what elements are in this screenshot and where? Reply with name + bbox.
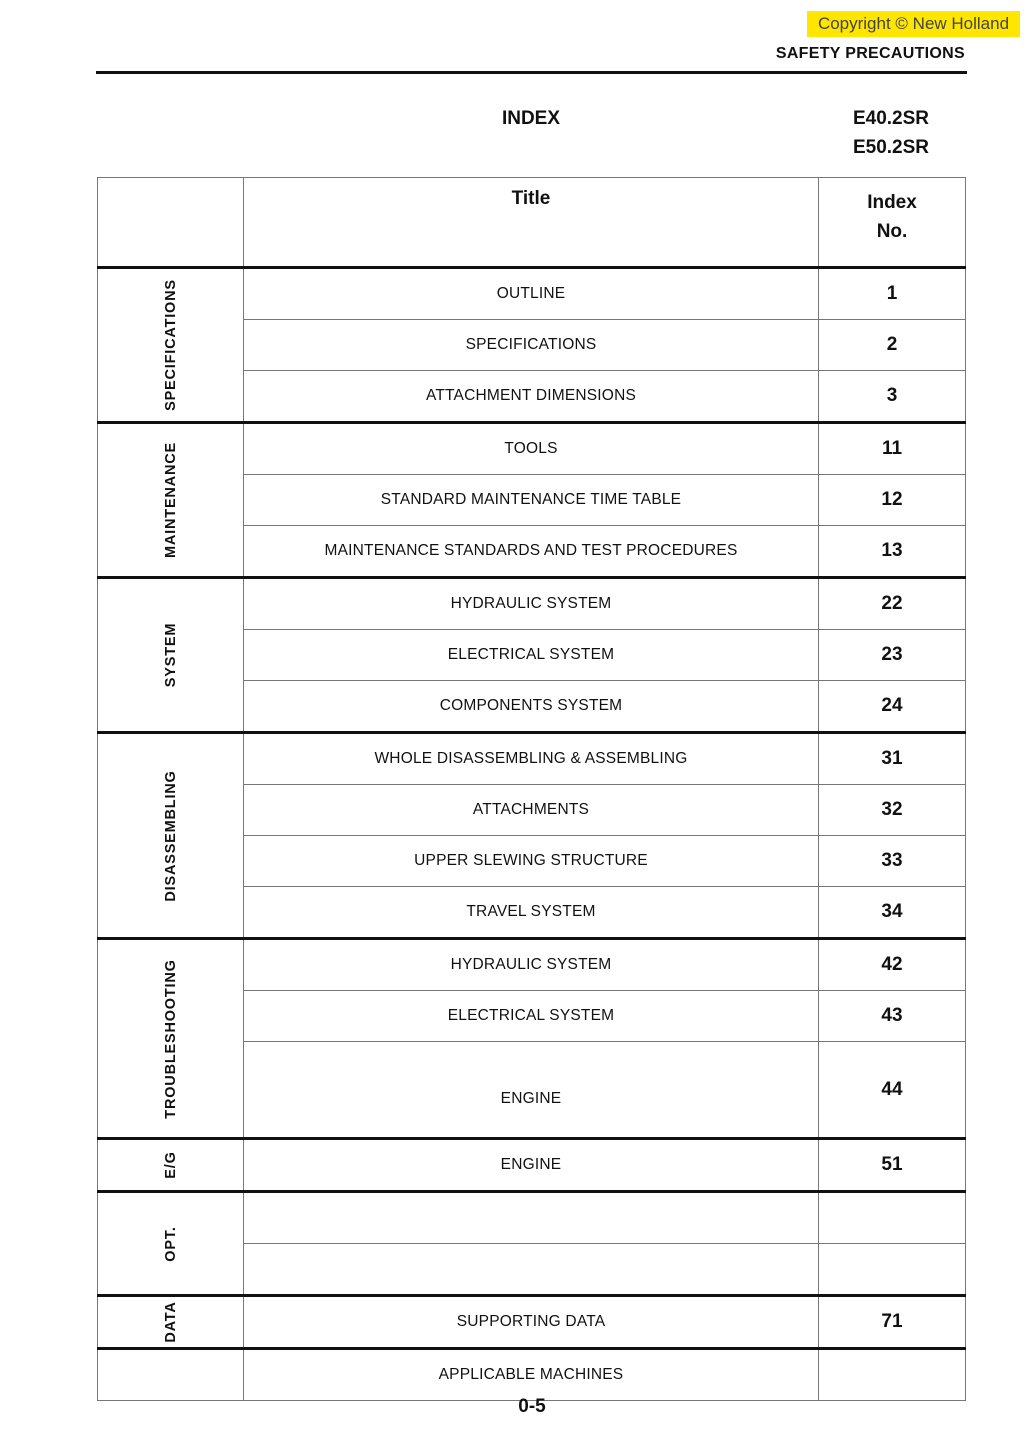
category-label: TROUBLESHOOTING [162, 958, 179, 1119]
category-cell [98, 1349, 244, 1401]
section-title-cell: SUPPORTING DATA [244, 1296, 819, 1349]
category-cell [98, 578, 244, 733]
index-number-cell: 33 [819, 836, 966, 887]
copyright-banner: Copyright © New Holland [807, 11, 1020, 37]
category-cell [98, 733, 244, 939]
index-number-cell: 71 [819, 1296, 966, 1349]
index-number-cell: 11 [819, 423, 966, 475]
section-title-cell: UPPER SLEWING STRUCTURE [244, 836, 819, 887]
section-title-cell: STANDARD MAINTENANCE TIME TABLE [244, 475, 819, 526]
index-number-cell: 32 [819, 785, 966, 836]
section-title-cell: WHOLE DISASSEMBLING & ASSEMBLING [244, 733, 819, 785]
category-cell [98, 1296, 244, 1349]
category-cell [98, 1192, 244, 1296]
section-title-cell: ELECTRICAL SYSTEM [244, 991, 819, 1042]
table-row [98, 1349, 966, 1401]
section-title-cell: HYDRAULIC SYSTEM [244, 578, 819, 630]
model-name: E50.2SR [852, 137, 930, 158]
section-title-cell: SPECIFICATIONS [244, 320, 819, 371]
model-name: E40.2SR [852, 108, 930, 129]
table-row [98, 733, 966, 785]
category-header-cell [98, 178, 244, 268]
index-number-cell: 3 [819, 371, 966, 423]
index-number-cell: 31 [819, 733, 966, 785]
table-row [98, 268, 966, 320]
section-title-cell: TOOLS [244, 423, 819, 475]
section-title-cell: ATTACHMENTS [244, 785, 819, 836]
table-row [98, 1192, 966, 1244]
category-cell [98, 268, 244, 423]
category-cell [98, 939, 244, 1139]
section-title-cell: ELECTRICAL SYSTEM [244, 630, 819, 681]
section-title-cell: MAINTENANCE STANDARDS AND TEST PROCEDURES [244, 526, 819, 578]
section-title-cell: HYDRAULIC SYSTEM [244, 939, 819, 991]
category-cell [98, 423, 244, 578]
index-number-cell: 44 [819, 1042, 966, 1139]
index-number-cell: 22 [819, 578, 966, 630]
category-label: E/G [162, 1151, 179, 1179]
index-no-column-header [819, 178, 966, 268]
title-column-header: Title [244, 178, 819, 268]
table-row [98, 939, 966, 991]
table-row [98, 1139, 966, 1192]
section-title: SAFETY PRECAUTIONS [775, 45, 965, 62]
index-number-cell: 1 [819, 268, 966, 320]
category-label: DATA [162, 1301, 179, 1343]
index-no-header-line1: Index [867, 192, 917, 213]
index-number-cell: 13 [819, 526, 966, 578]
index-number-cell: 43 [819, 991, 966, 1042]
section-title-cell: OUTLINE [244, 268, 819, 320]
index-heading: INDEX [501, 108, 561, 129]
section-title-cell [244, 1244, 819, 1296]
section-title-cell: APPLICABLE MACHINES [244, 1349, 819, 1401]
table-header-row [98, 178, 966, 268]
table-row [98, 1296, 966, 1349]
index-number-cell [819, 1349, 966, 1401]
section-title-cell: TRAVEL SYSTEM [244, 887, 819, 939]
index-number-cell: 51 [819, 1139, 966, 1192]
category-cell [98, 1139, 244, 1192]
index-number-cell: 2 [819, 320, 966, 371]
table-row [98, 423, 966, 475]
section-title-cell: ENGINE [244, 1042, 819, 1139]
index-number-cell: 23 [819, 630, 966, 681]
index-table [97, 177, 966, 1401]
table-row [98, 578, 966, 630]
header-rule [96, 71, 967, 74]
index-number-cell: 34 [819, 887, 966, 939]
index-number-cell: 42 [819, 939, 966, 991]
category-label: DISASSEMBLING [162, 769, 179, 902]
section-title-cell: COMPONENTS SYSTEM [244, 681, 819, 733]
category-label: OPT. [162, 1225, 179, 1262]
index-no-header-line2: No. [876, 221, 908, 242]
category-label: MAINTENANCE [162, 442, 179, 558]
page-number: 0-5 [518, 1396, 546, 1417]
category-label: SPECIFICATIONS [162, 279, 179, 411]
category-label: SYSTEM [162, 622, 179, 688]
index-number-cell [819, 1244, 966, 1296]
index-number-cell: 12 [819, 475, 966, 526]
index-number-cell: 24 [819, 681, 966, 733]
section-title-cell: ATTACHMENT DIMENSIONS [244, 371, 819, 423]
section-title-cell [244, 1192, 819, 1244]
index-number-cell [819, 1192, 966, 1244]
section-title-cell: ENGINE [244, 1139, 819, 1192]
